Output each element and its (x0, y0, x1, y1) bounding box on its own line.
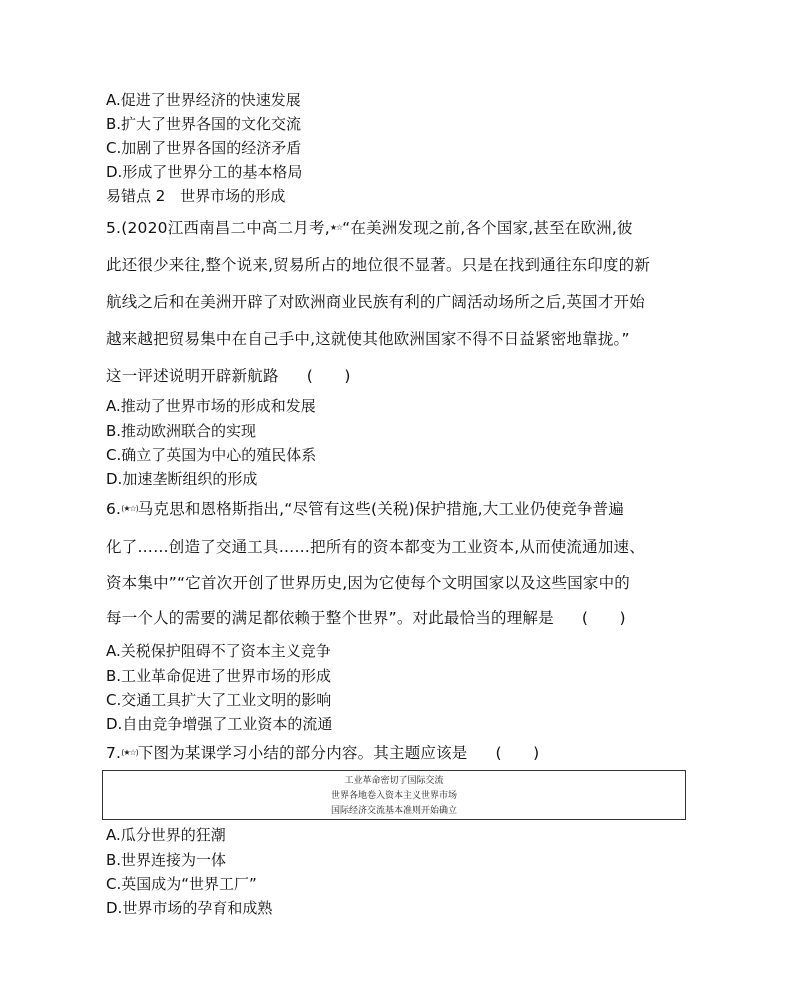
q5-stem-line-2: 此还很少来往,整个说来,贸易所占的地位很不显著。只是在找到通往东印度的新 (106, 256, 651, 274)
q7-number: 7. (106, 744, 122, 762)
q5-answer-blank[interactable]: ( ) (306, 367, 351, 385)
q5-stem-line-3: 航线之后和在美洲开辟了对欧洲商业民族有利的广阔活动场所之后,英国才开始 (106, 293, 645, 311)
q5-option-c[interactable]: C.确立了英国为中心的殖民体系 (106, 446, 317, 464)
q5-quote-part-1: “在美洲发现之前,各个国家,甚至在欧洲,彼 (342, 219, 633, 237)
q6-stem-line-2: 化了……创造了交通工具……把所有的资本都变为工业资本,从而使流通加速、 (106, 538, 645, 556)
q5-stem-line-1 (106, 218, 633, 238)
q6-stem-line-3: 资本集中”“它首次开创了世界历史,因为它使每个文明国家以及这些国家中的 (106, 574, 630, 592)
q6-number: 6. (106, 500, 122, 518)
q7-option-b[interactable]: B.世界连接为一体 (106, 851, 227, 869)
q6-option-b[interactable]: B.工业革命促进了世界市场的形成 (106, 667, 332, 685)
q5-source: (2020江西南昌二中高二月考, (121, 219, 330, 237)
q5-question-line (106, 366, 351, 386)
q6-stem-line-1 (106, 499, 624, 519)
q6-answer-blank[interactable]: ( ) (581, 609, 626, 627)
q6-question: 每一个人的需要的满足都依赖于整个世界”。对此最恰当的理解是 (106, 609, 554, 627)
q5-question: 这一评述说明开辟新航路 (106, 367, 279, 385)
q5-option-a[interactable]: A.推动了世界市场的形成和发展 (106, 397, 316, 415)
q7-option-d[interactable]: D.世界市场的孕育和成熟 (106, 899, 273, 917)
q7-question: 下图为某课学习小结的部分内容。其主题应该是 (137, 744, 468, 762)
q6-option-c[interactable]: C.交通工具扩大了工业文明的影响 (106, 691, 332, 709)
q5-stem-line-4: 越来越把贸易集中在自己手中,这就使其他欧洲国家不得不日益紧密地靠拢。” (106, 330, 630, 348)
difficulty-stars-icon: ★☆ (329, 223, 343, 232)
q5-option-d[interactable]: D.加速垄断组织的形成 (106, 470, 258, 488)
q5-number: 5. (106, 219, 122, 237)
q4-option-d[interactable]: D.形成了世界分工的基本格局 (106, 163, 303, 181)
q4-option-a[interactable]: A.促进了世界经济的快速发展 (106, 91, 301, 109)
summary-line-1: 工业革命密切了国际交流 (344, 776, 444, 786)
q6-quote-part-1: 马克思和恩格斯指出,“尽管有这些(关税)保护措施,大工业仍使竞争普遍 (137, 500, 625, 518)
q7-option-a[interactable]: A.瓜分世界的狂潮 (106, 826, 226, 844)
q4-option-c[interactable]: C.加剧了世界各国的经济矛盾 (106, 139, 302, 157)
q5-option-b[interactable]: B.推动欧洲联合的实现 (106, 422, 257, 440)
difficulty-stars-icon: (★☆) (121, 748, 138, 757)
q4-option-b[interactable]: B.扩大了世界各国的文化交流 (106, 115, 302, 133)
difficulty-stars-icon: (★☆) (121, 504, 138, 513)
summary-line-3: 国际经济交流基本准则开始确立 (330, 806, 457, 816)
q7-option-c[interactable]: C.英国成为“世界工厂” (106, 875, 257, 893)
q7-stem-line (106, 743, 539, 763)
q7-answer-blank[interactable]: ( ) (495, 744, 540, 762)
section-title: 易错点 2 世界市场的形成 (106, 187, 286, 205)
q6-option-d[interactable]: D.自由竞争增强了工业资本的流通 (106, 715, 333, 733)
summary-box (102, 770, 686, 820)
q6-option-a[interactable]: A.关税保护阻碍不了资本主义竞争 (106, 642, 331, 660)
q6-question-line (106, 608, 626, 628)
summary-line-2: 世界各地卷入资本主义世界市场 (330, 791, 457, 801)
